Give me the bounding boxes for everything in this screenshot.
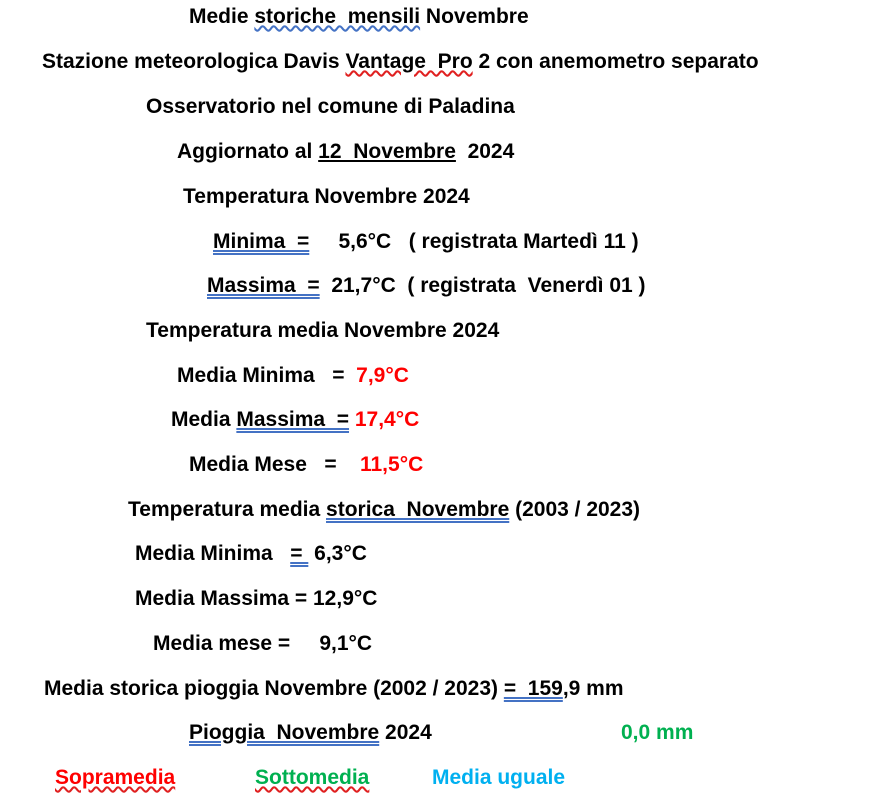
media-mese-label: Media Mese = [189, 453, 360, 476]
hist-min-part-3: 6,3°C [308, 542, 367, 565]
hist-mese-line: Media mese = 9,1°C [153, 632, 373, 655]
massima-label: Massima = [207, 274, 320, 297]
page-title [189, 4, 529, 30]
updated-date: 12 Novembre [318, 140, 456, 163]
updated-line [177, 139, 514, 165]
temp-month-heading: Temperatura Novembre 2024 [183, 185, 470, 208]
rain-hist-part-1: Media storica pioggia Novembre (2002 / 2023) [44, 677, 504, 700]
rain-hist-part-2: = 159 [503, 677, 563, 700]
massima-value: 21,7°C ( registrata Venerdì 01 ) [319, 274, 646, 297]
rain-month-line [189, 720, 432, 746]
hist-min-part-1: Media Minima [135, 542, 291, 565]
station-line [42, 49, 759, 75]
minima-line [213, 229, 639, 255]
hist-heading-part-3: (2003 / 2023) [509, 498, 641, 521]
station-part-2: Vantage Pro [345, 50, 473, 73]
rain-hist-line [44, 676, 624, 702]
minima-label: Minima = [213, 230, 310, 253]
massima-line [207, 273, 646, 299]
station-part-3: 2 con anemometro separato [472, 50, 759, 73]
updated-year: 2024 [455, 140, 515, 163]
legend-above-average: Sopramedia [55, 766, 176, 789]
media-mese-value: 11,5°C [359, 453, 424, 476]
media-massima-value: 17,4°C [354, 408, 420, 431]
station-part-1: Stazione meteorologica Davis [42, 50, 346, 73]
hist-min-line [135, 541, 367, 567]
minima-value: 5,6°C ( registrata Martedì 11 ) [309, 230, 639, 253]
rain-hist-part-3: ,9 mm [562, 677, 624, 700]
title-part-1: Medie [189, 5, 255, 28]
media-massima-part-1: Media [171, 408, 237, 431]
title-part-2: storiche mensili [254, 5, 421, 28]
temp-avg-heading: Temperatura media Novembre 2024 [146, 319, 500, 342]
rain-month-label: Pioggia Novembre [189, 721, 380, 744]
hist-max-line: Media Massima = 12,9°C [135, 587, 378, 610]
updated-part-1: Aggiornato al [177, 140, 319, 163]
rain-month-value: 0,0 mm [621, 721, 694, 744]
media-massima-line [171, 407, 419, 433]
hist-heading-part-2: storica Novembre [326, 498, 510, 521]
media-mese-line [189, 452, 423, 478]
media-massima-part-2: Massima = [236, 408, 350, 431]
title-part-3: Novembre [420, 5, 529, 28]
legend-below-average: Sottomedia [255, 766, 370, 789]
legend-equal-average: Media uguale [432, 766, 566, 789]
hist-heading-part-1: Temperatura media [128, 498, 327, 521]
hist-heading [128, 497, 640, 523]
media-minima-line [177, 363, 409, 389]
media-minima-value: 7,9°C [356, 364, 409, 387]
hist-min-part-2: = [290, 542, 309, 565]
rain-month-year: 2024 [379, 721, 432, 744]
observatory-line: Osservatorio nel comune di Paladina [146, 95, 515, 118]
media-minima-label: Media Minima = [177, 364, 357, 387]
